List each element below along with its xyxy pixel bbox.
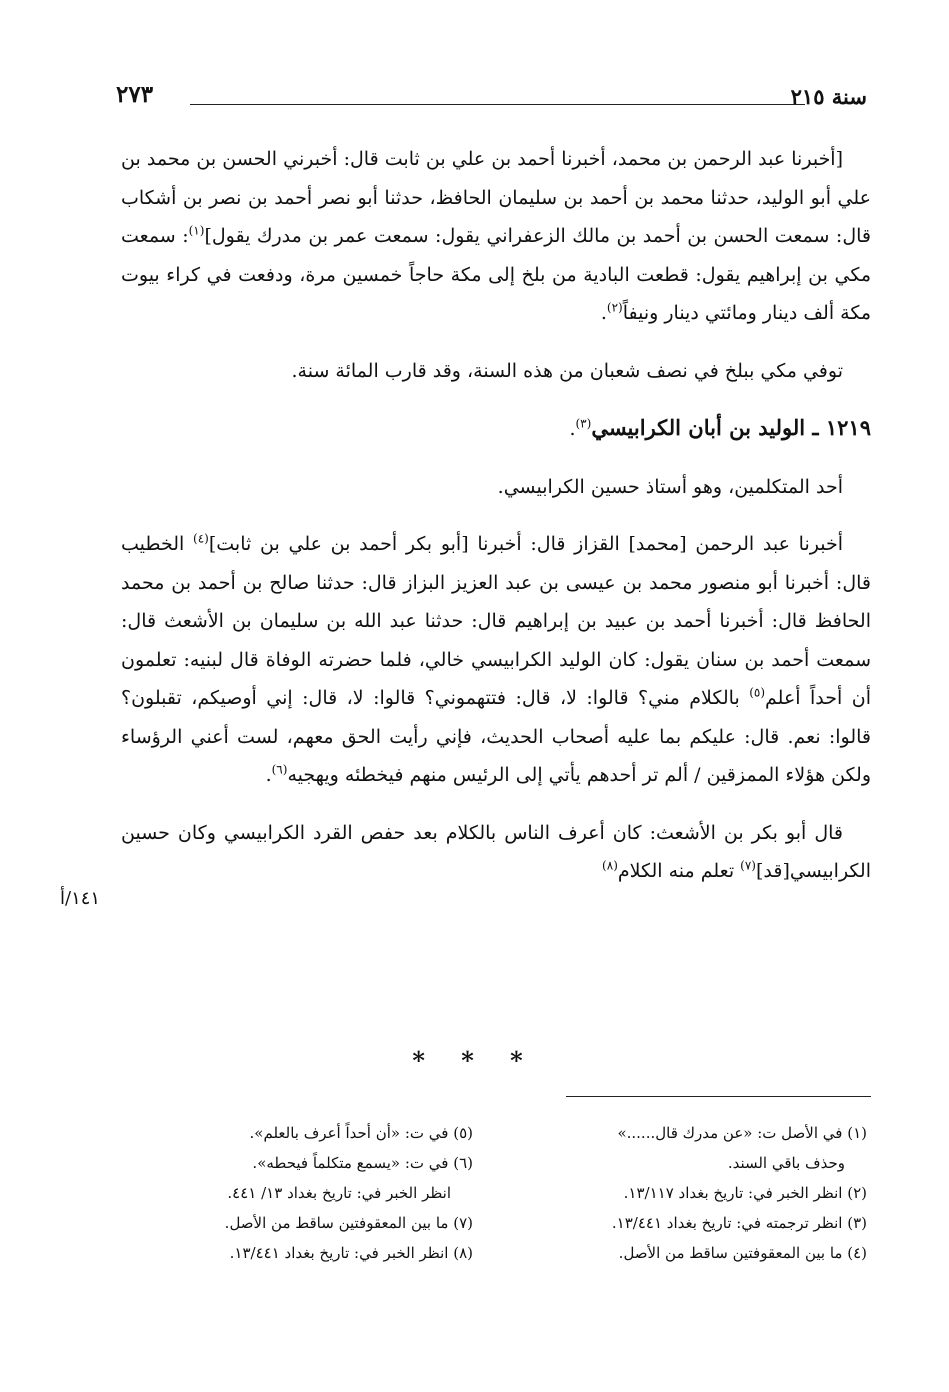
entry-heading: ١٢١٩ ـ الوليد بن أبان الكرابيسي$^{(٣)}$. xyxy=(569,415,871,440)
footnote-1: (١) في الأصل ت: «عن مدرك قال......» xyxy=(617,1124,867,1142)
footnote-5: (٥) في ت: «أن أحداً أعرف بالعلم». xyxy=(249,1124,473,1142)
manuscript-folio-marker: ١٤١/أ xyxy=(60,888,101,909)
footnote-4: (٤) ما بين المعقوفتين ساقط من الأصل. xyxy=(618,1244,867,1262)
paragraph-5: قال أبو بكر بن الأشعث: كان أعرف الناس بالكلام بعد حفص القرد الكرابيسي وكان حسين الكرابيسي[قد]$^{(٧)}$ تعلم منه الكلام$^{(٨)}$ xyxy=(121,821,871,882)
footnote-ref[interactable]: (١) xyxy=(188,223,205,238)
page-number: ٢٧٣ xyxy=(116,81,154,108)
main-text xyxy=(121,140,871,891)
paragraph-1: [أخبرنا عبد الرحمن بن محمد، أخبرنا أحمد بن علي بن ثابت قال: أخبرني الحسن بن محمد بن علي أبو الوليد، حدثنا محمد بن أحمد بن سليمان الحافظ، حدثنا أبو نصر أحمد بن نصر بن أشكاب قال: سمعت الحسن بن أحمد بن مالك الزعفراني يقول: سمعت عمر بن مدرك يقول]$^{(١)}$: سمعت مكي بن إبراهيم يقول: قطعت البادية من بلخ إلى مكة حاجاً خمسين مرة، ودفعت في كراء بيوت مكة ألف دينار ومائتي دينار ونيفاً$^{(٢)}$. xyxy=(121,148,871,324)
footnote-ref[interactable]: (٤) xyxy=(193,531,209,546)
footnote-8: (٨) انظر الخبر في: تاريخ بغداد ١٣/٤٤١. xyxy=(229,1244,473,1262)
running-head: سنة ٢١٥ xyxy=(790,84,867,109)
footnote-6-continuation: انظر الخبر في: تاريخ بغداد ١٣/ ٤٤١. xyxy=(227,1184,451,1202)
paragraph-3: أحد المتكلمين، وهو أستاذ حسين الكرابيسي. xyxy=(497,475,843,498)
footnotes-right-column xyxy=(527,1118,867,1268)
paragraph-2: توفي مكي ببلخ في نصف شعبان من هذه السنة، وقد قارب المائة سنة. xyxy=(291,359,843,382)
header-rule xyxy=(190,104,805,105)
footnote-3: (٣) انظر ترجمته في: تاريخ بغداد ١٣/٤٤١. xyxy=(611,1214,867,1232)
footnote-rule xyxy=(566,1096,871,1097)
footnote-ref[interactable]: (٣) xyxy=(575,416,592,431)
footnote-2: (٢) انظر الخبر في: تاريخ بغداد ١٣/١١٧. xyxy=(623,1184,867,1202)
footnote-1-continuation: وحذف باقي السند. xyxy=(727,1154,845,1172)
footnote-6: (٦) في ت: «يسمع متكلماً فيحطه». xyxy=(252,1154,473,1172)
footnote-7: (٧) ما بين المعقوفتين ساقط من الأصل. xyxy=(224,1214,473,1232)
footnote-ref[interactable]: (٨) xyxy=(602,858,618,873)
footnote-ref[interactable]: (٧) xyxy=(740,858,756,873)
paragraph-4: أخبرنا عبد الرحمن [محمد] القزاز قال: أخبرنا [أبو بكر أحمد بن علي بن ثابت]$^{(٤)}$ الخطيب قال: أخبرنا أبو منصور محمد بن عيسى بن عبد العزيز البزاز قال: حدثنا صالح بن أحمد بن محمد الحافظ قال: أخبرنا أحمد بن عبيد بن إبراهيم قال: حدثنا عبد الله بن سليمان بن الأشعث قال: سمعت أحمد بن سنان يقول: كان الوليد الكرابيسي خالي، فلما حضرته الوفاة قال لبنيه: تعلمون أن أحداً أعلم$^{(٥)}$ بالكلام مني؟ قالوا: لا، قال: فتتهموني؟ قالوا: لا، قال: إني أوصيكم، تقبلون؟ قالوا: نعم. قال: عليكم بما عليه أصحاب الحديث، فإني رأيت الحق معهم، لست أعني الرؤساء ولكن هؤلاء الممزقين / ألم تر أحدهم يأتي إلى الرئيس منهم فيخطئه ويهجيه$^{(٦)}$. xyxy=(121,531,871,786)
footnote-ref[interactable]: (٥) xyxy=(749,685,766,700)
footnotes-left-column xyxy=(133,1118,473,1268)
footnote-ref[interactable]: (٢) xyxy=(606,300,623,315)
section-separator: * * * xyxy=(412,1046,537,1075)
footnote-ref[interactable]: (٦) xyxy=(271,762,288,777)
